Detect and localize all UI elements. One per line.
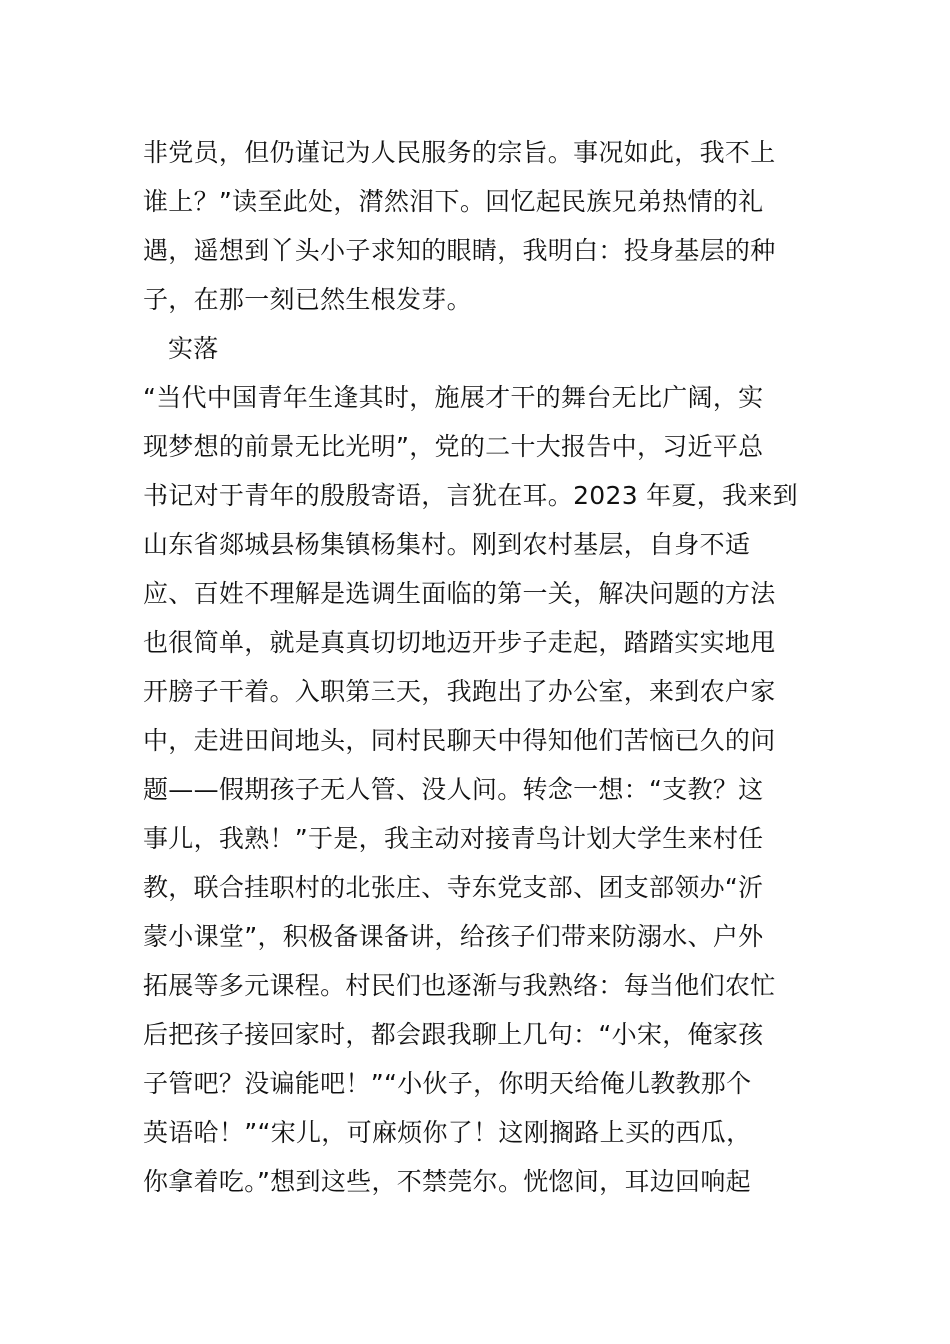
text-line: 应、百姓不理解是选调生面临的第一关，解决问题的方法 [143, 579, 776, 608]
section-heading: 实落 [168, 334, 219, 363]
text-line: 事儿，我熟！”于是，我主动对接青鸟计划大学生来村任 [143, 824, 764, 853]
text-line: 你拿着吃。”想到这些，不禁莞尔。恍惚间，耳边回响起 [143, 1167, 751, 1196]
body-text [143, 128, 823, 1206]
text-line: 书记对于青年的殷殷寄语，言犹在耳。2023 年夏，我来到 [143, 481, 798, 510]
text-line: 蒙小课堂”，积极备课备讲，给孩子们带来防溺水、户外 [143, 922, 764, 951]
text-line: 子，在那一刻已然生根发芽。 [143, 285, 472, 314]
text-line: 非党员，但仍谨记为人民服务的宗旨。事况如此，我不上 [143, 138, 776, 167]
text-line: 教，联合挂职村的北张庄、寺东党支部、团支部领办“沂 [143, 873, 764, 902]
text-line: 遇，遥想到丫头小子求知的眼睛，我明白：投身基层的种 [143, 236, 776, 265]
text-line: “当代中国青年生逢其时，施展才干的舞台无比广阔，实 [143, 383, 764, 412]
text-line: 谁上？”读至此处，潸然泪下。回忆起民族兄弟热情的礼 [143, 187, 764, 216]
text-line: 子管吧？没谝能吧！”“小伙子，你明天给俺儿教教那个 [143, 1069, 752, 1098]
text-line: 也很简单，就是真真切切地迈开步子走起，踏踏实实地甩 [143, 628, 776, 657]
text-line: 现梦想的前景无比光明”，党的二十大报告中，习近平总 [143, 432, 764, 461]
text-line: 开膀子干着。入职第三天，我跑出了办公室，来到农户家 [143, 677, 776, 706]
text-line: 拓展等多元课程。村民们也逐渐与我熟络：每当他们农忙 [143, 971, 776, 1000]
text-line: 英语哈！”“宋儿，可麻烦你了！这刚搁路上买的西瓜， [143, 1118, 752, 1147]
text-line: 山东省郯城县杨集镇杨集村。刚到农村基层，自身不适 [143, 530, 751, 559]
text-line: 后把孩子接回家时，都会跟我聊上几句：“小宋，俺家孩 [143, 1020, 764, 1049]
text-line: 中，走进田间地头，同村民聊天中得知他们苦恼已久的问 [143, 726, 776, 755]
text-line: 题——假期孩子无人管、没人问。转念一想：“支教？这 [143, 775, 764, 804]
